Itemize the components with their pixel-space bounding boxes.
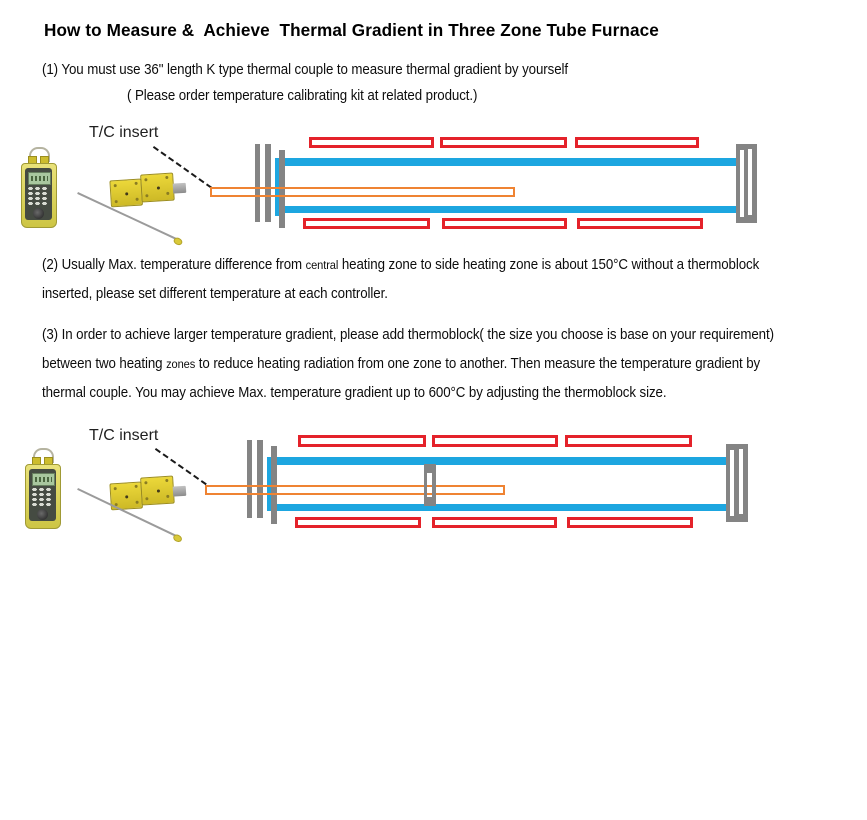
meter-dial-icon: [37, 509, 48, 520]
meter-lcd-display: [32, 473, 55, 486]
heating-element-zone1-top: [298, 435, 426, 447]
instruction-step-3-line-2: between two heating zones to reduce heating radiation from one zone to another. Then measure the temperature gradient by: [42, 356, 761, 372]
meter-lcd-display: [28, 172, 51, 185]
tc-connector: [109, 171, 191, 208]
instruction-step-1-line-2: ( Please order temperature calibrating kit at related product.): [127, 88, 478, 104]
tc-connector: [109, 474, 191, 511]
heating-element-zone2-top: [440, 137, 567, 148]
heating-element-zone2-bottom: [442, 218, 567, 229]
instruction-step-3-line-1: (3) In order to achieve larger temperature gradient, please add thermoblock( the size you choose is base on your requirement): [42, 327, 774, 343]
furnace-right-flange: [736, 144, 757, 223]
heating-element-zone3-top: [575, 137, 699, 148]
tc-connector-block: [140, 476, 175, 506]
furnace-right-flange: [726, 444, 748, 522]
thermocouple-tube: [210, 187, 515, 197]
furnace-left-flange: [247, 440, 277, 524]
tc-connector-stub: [173, 486, 187, 497]
instruction-step-2-line-2: inserted, please set different temperature at each controller.: [42, 286, 388, 302]
thermometer-device: [21, 147, 57, 227]
furnace-tube-bottom: [277, 504, 726, 511]
instruction-step-1-line-1: (1) You must use 36" length K type thermal couple to measure thermal gradient by yourself: [42, 62, 569, 78]
heating-element-zone1-bottom: [303, 218, 430, 229]
thermocouple-tube: [205, 485, 505, 495]
thermometer-device: [25, 448, 61, 528]
heating-element-zone2-bottom: [432, 517, 557, 528]
heating-element-zone3-top: [565, 435, 692, 447]
tc-connector-stub: [173, 183, 187, 194]
furnace-tube-top: [285, 158, 737, 166]
heating-element-zone1-top: [309, 137, 434, 148]
meter-dial-icon: [33, 208, 44, 219]
instruction-step-3-line-3: thermal couple. You may achieve Max. temperature gradient up to 600°C by adjusting the thermoblock size.: [42, 385, 667, 401]
heating-element-zone1-bottom: [295, 517, 421, 528]
tc-insert-label: T/C insert: [89, 427, 159, 444]
furnace-tube-bottom: [285, 206, 737, 213]
page-title: How to Measure & Achieve Thermal Gradient in Three Zone Tube Furnace: [44, 20, 659, 40]
heating-element-zone3-bottom: [577, 218, 703, 229]
instruction-step-2-line-1: (2) Usually Max. temperature difference from central heating zone to side heating zone is about 150°C without a thermoblock: [42, 257, 760, 273]
heating-element-zone3-bottom: [567, 517, 693, 528]
furnace-tube-top: [277, 457, 726, 465]
heating-element-zone2-top: [432, 435, 558, 447]
tc-connector-block: [109, 179, 143, 208]
meter-keypad: [32, 488, 53, 507]
tube-endcap: [267, 457, 271, 511]
tc-insert-label: T/C insert: [89, 124, 159, 141]
meter-keypad: [28, 187, 49, 206]
furnace-left-flange: [255, 144, 285, 228]
tc-connector-block: [140, 173, 175, 203]
